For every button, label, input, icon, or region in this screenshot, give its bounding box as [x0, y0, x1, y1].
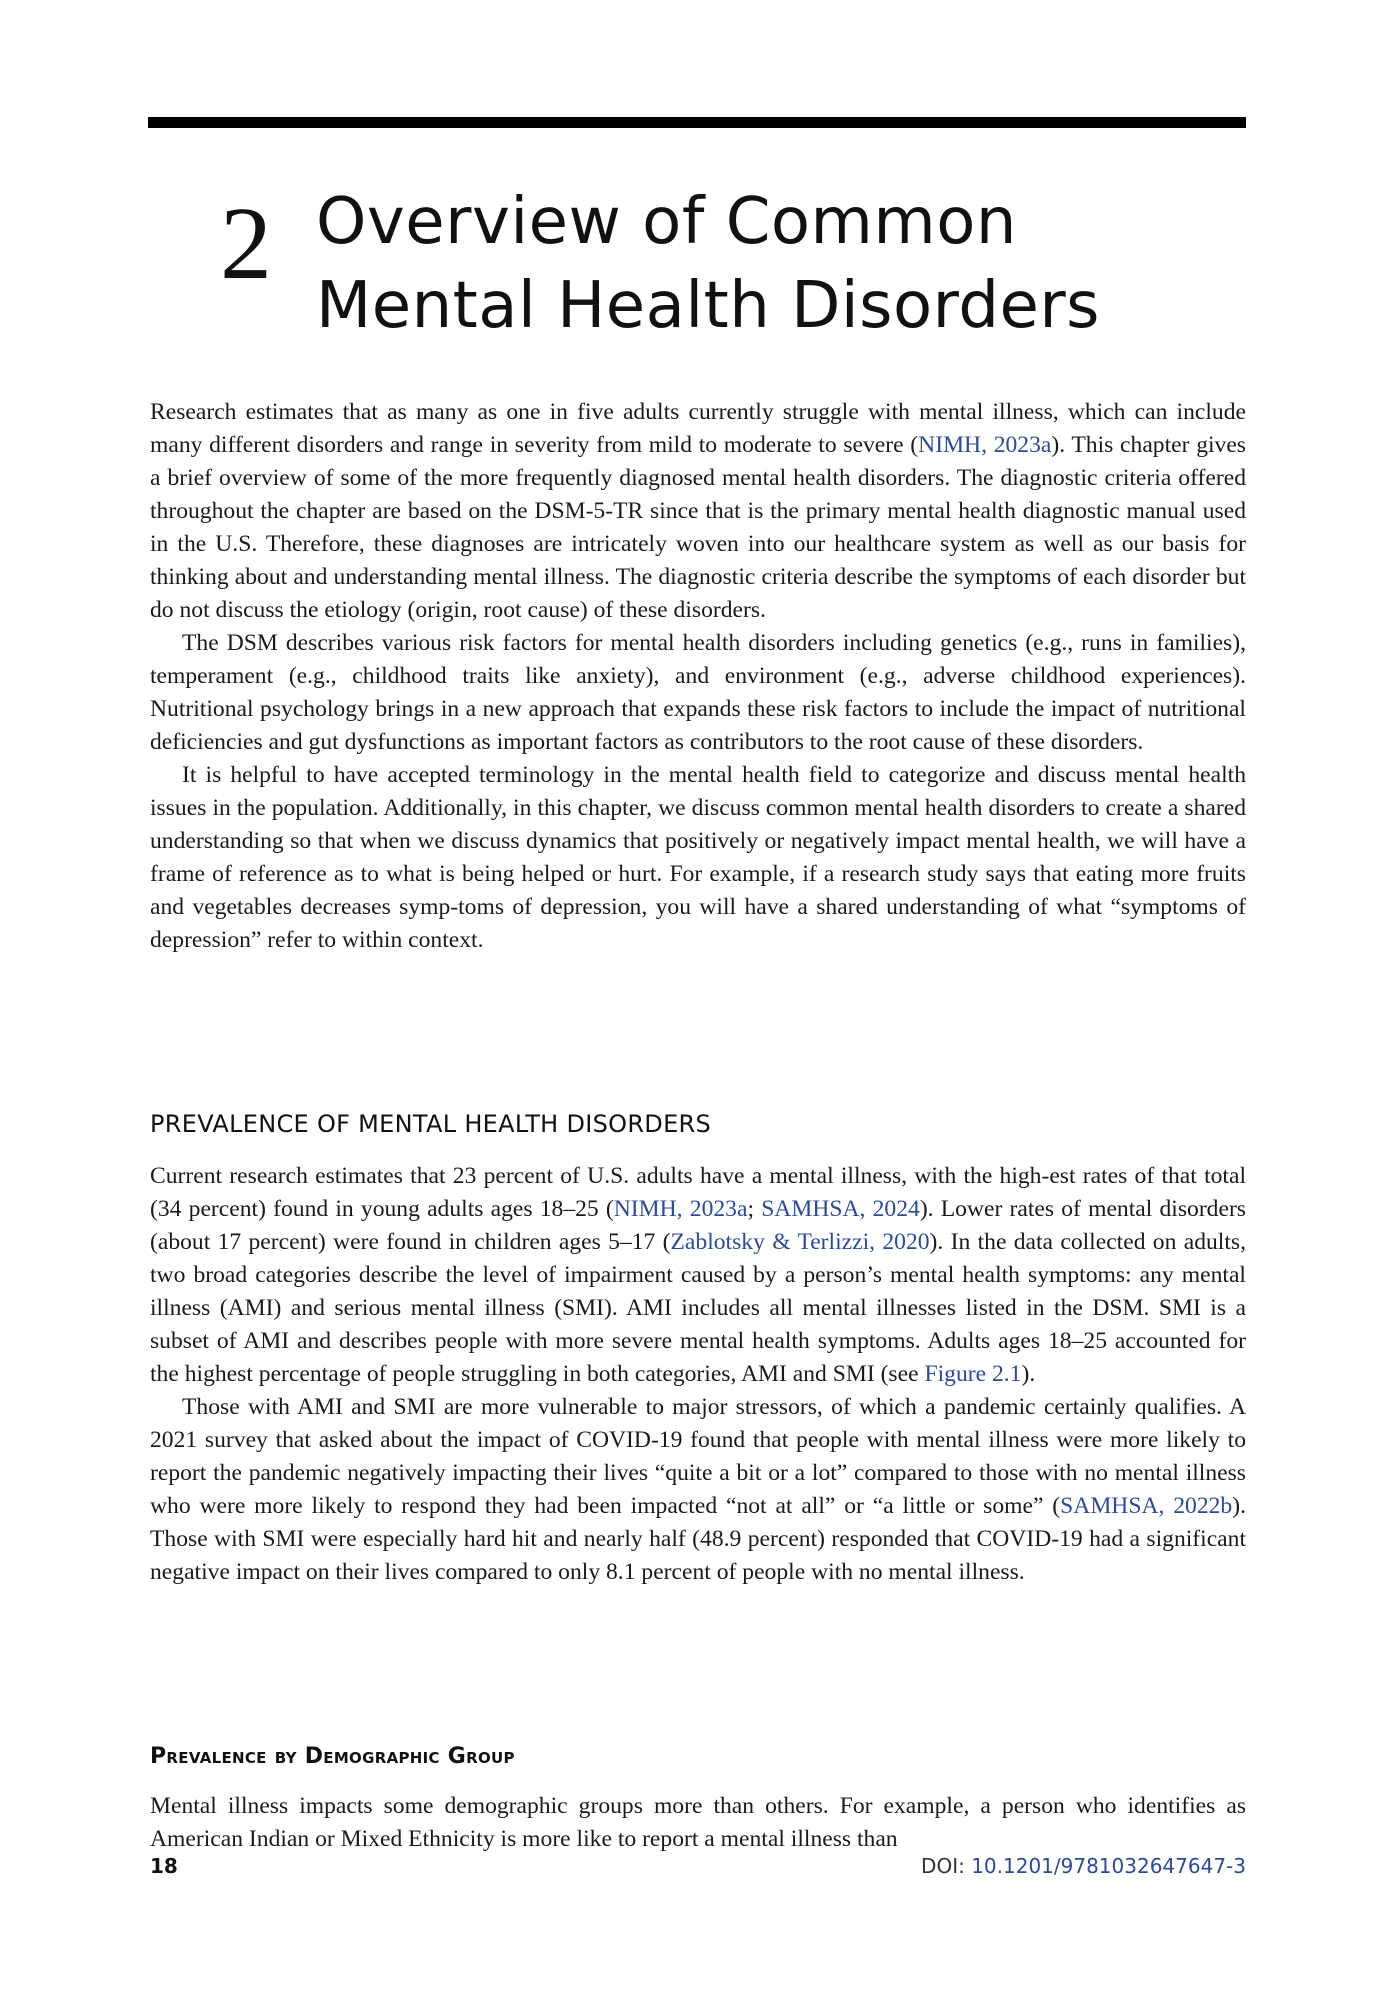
chapter-title-line-1: Overview of Common	[316, 185, 1017, 259]
text-run: Those with AMI and SMI are more vulnerable to major stressors, of which a pandemic certainly qualifies. A 2021 survey that asked about the impact of COVID-19 found that people with mental illness were more likely to report the pandemic negatively impacting their lives “quite a bit or a lot” compared to those with no mental illness who were more likely to respond they had been impacted “not at all” or “a little or some” (	[150, 1394, 1246, 1519]
text-run: ). In the data collected on adults, two broad categories describe the level of impairment caused by a person’s mental health symptoms: any mental illness (AMI) and serious mental illness (SMI). AMI includes all mental illnesses listed in the DSM. SMI is a subset of AMI and describes people with more severe mental health symptoms. Adults ages 18–25 accounted for the highest percentage of people struggling in both categories, AMI and SMI (see	[150, 1229, 1246, 1387]
citation-link[interactable]: NIMH, 2023a	[918, 432, 1052, 458]
section-2-text	[150, 1790, 1246, 1856]
chapter-title	[316, 180, 1216, 348]
text-run: ;	[747, 1196, 762, 1222]
section-1-text	[150, 1160, 1246, 1589]
section-2-paragraph-1: Mental illness impacts some demographic groups more than others. For example, a person who identifies as American Indian or Mixed Ethnicity is more like to report a mental illness than	[150, 1793, 1246, 1852]
text-run: ).	[1021, 1361, 1036, 1387]
section-1-paragraph-1	[150, 1160, 1246, 1391]
chapter-number: 2	[220, 186, 272, 301]
intro-paragraph-3: It is helpful to have accepted terminology in the mental health field to categorize and discuss mental health issues in the population. Additionally, in this chapter, we discuss common mental health disorders to create a shared understanding so that when we discuss dynamics that positively or negatively impact mental health, we will have a frame of reference as to what is being helped or hurt. For example, if a research study says that eating more fruits and vegetables decreases symp-toms of depression, you will have a shared understanding of what “symptoms of depression” refer to within context.	[150, 762, 1246, 953]
chapter-title-line-2: Mental Health Disorders	[316, 269, 1100, 343]
citation-link[interactable]: Zablotsky & Terlizzi, 2020	[670, 1229, 930, 1255]
section-1-paragraph-2	[150, 1391, 1246, 1589]
subsection-heading-demographic: Prevalence by Demographic Group	[150, 1744, 515, 1769]
text-run: Current research estimates that 23 percent of U.S. adults have a mental illness, with the high-est rates of that total (34 percent) found in young adults ages 18–25 (	[150, 1163, 1246, 1222]
citation-link[interactable]: NIMH, 2023a	[613, 1196, 748, 1222]
intro-text	[150, 396, 1246, 957]
text-run: ). This chapter gives a brief overview of some of the more frequently diagnosed mental health disorders. The diagnostic criteria offered throughout the chapter are based on the DSM-5-TR since that is the primary mental health diagnostic manual used in the U.S. Therefore, these diagnoses are intricately woven into our healthcare system as well as our basis for thinking about and understanding mental illness. The diagnostic criteria describe the symptoms of each disorder but do not discuss the etiology (origin, root cause) of these disorders.	[150, 432, 1246, 623]
text-run: ). Lower rates of mental disorders (about 17 percent) were found in children ages 5–17 (	[150, 1196, 1246, 1255]
page-number: 18	[150, 1854, 178, 1878]
doi-link[interactable]: 10.1201/9781032647647-3	[971, 1854, 1246, 1878]
citation-link[interactable]: SAMHSA, 2024	[761, 1196, 920, 1222]
section-heading-prevalence: PREVALENCE OF MENTAL HEALTH DISORDERS	[150, 1110, 712, 1138]
text-run: ). Those with SMI were especially hard hit and nearly half (48.9 percent) responded that COVID-19 had a significant negative impact on their lives compared to only 8.1 percent of people with no mental illness.	[150, 1493, 1246, 1585]
text-run: Research estimates that as many as one in five adults currently struggle with mental illness, which can include many different disorders and range in severity from mild to moderate to severe (	[150, 399, 1246, 458]
doi-label: DOI:	[921, 1854, 972, 1878]
doi-footer	[921, 1854, 1246, 1878]
chapter-header	[148, 180, 1246, 350]
citation-link[interactable]: SAMHSA, 2022b	[1060, 1493, 1233, 1519]
intro-paragraph-2: The DSM describes various risk factors for mental health disorders including genetics (e.g., runs in families), temperament (e.g., childhood traits like anxiety), and environment (e.g., adverse childhood experiences). Nutritional psychology brings in a new approach that expands these risk factors to include the impact of nutritional deficiencies and gut dysfunctions as important factors as contributors to the root cause of these disorders.	[150, 630, 1246, 755]
intro-paragraph-1	[150, 396, 1246, 627]
figure-reference-link[interactable]: Figure 2.1	[924, 1361, 1022, 1387]
chapter-top-rule	[148, 117, 1246, 128]
